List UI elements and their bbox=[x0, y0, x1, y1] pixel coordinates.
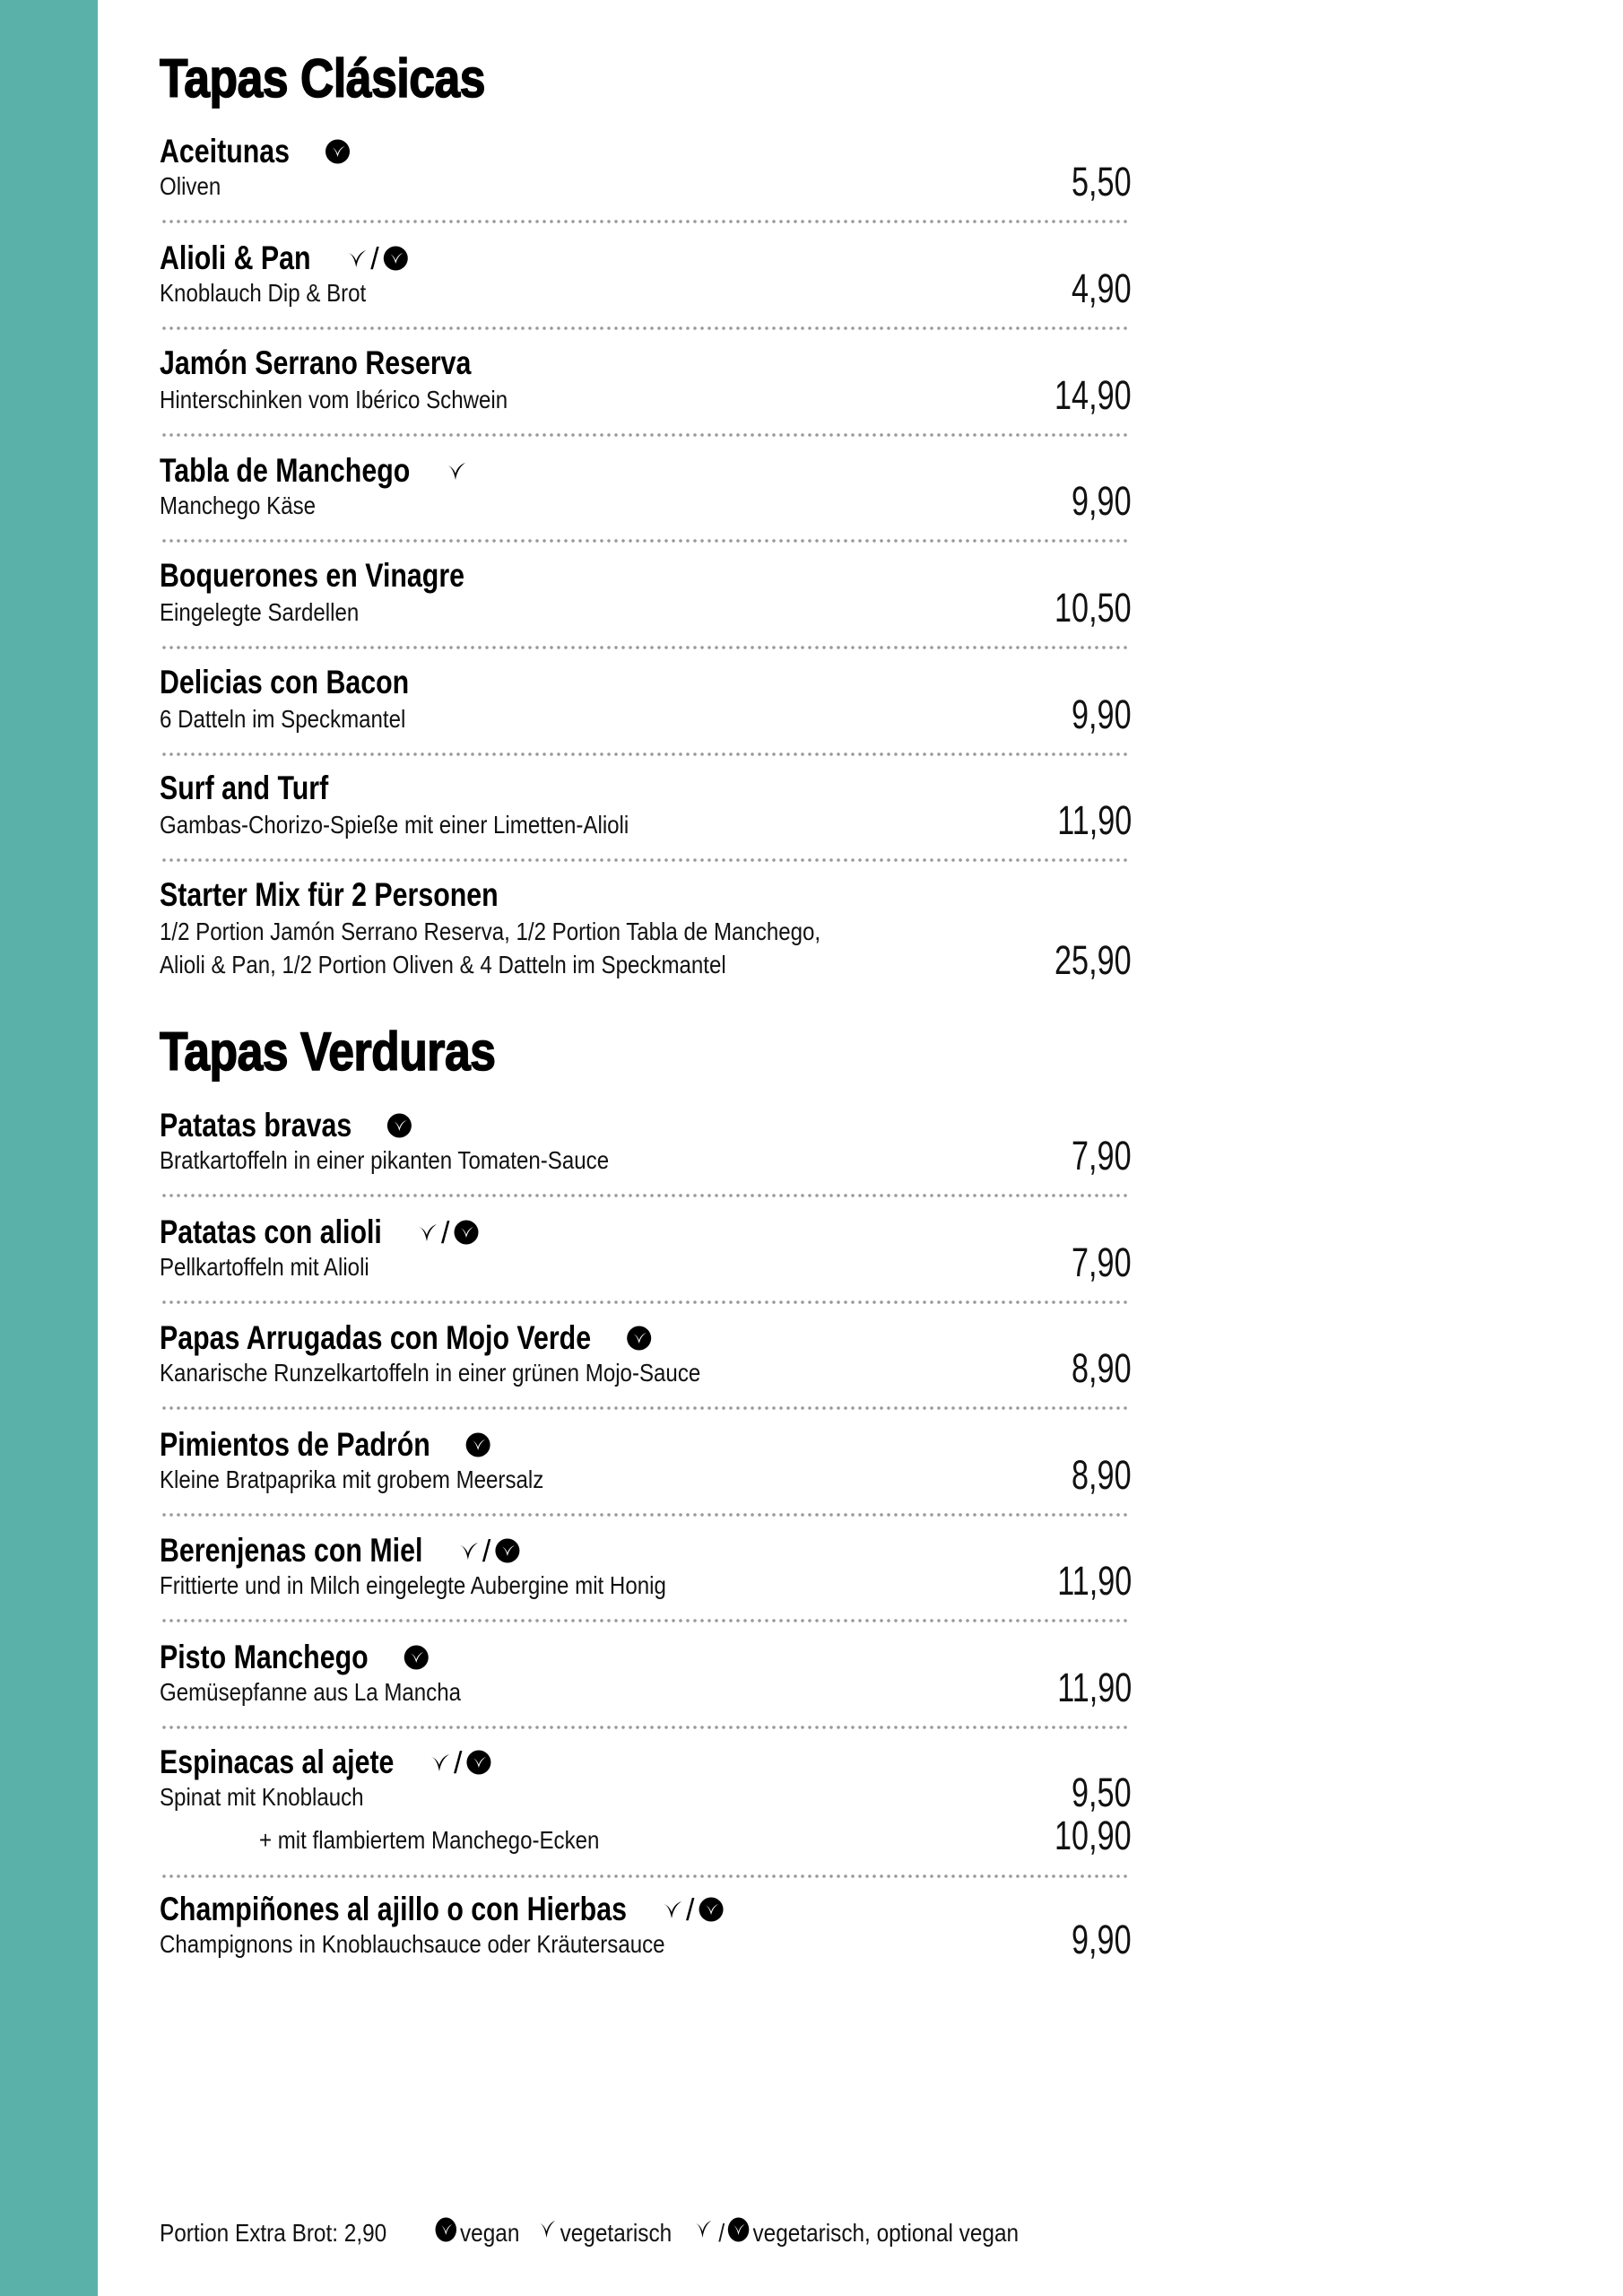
menu-item-name-row bbox=[160, 1744, 481, 1780]
diet-separator: / bbox=[453, 1746, 463, 1781]
diet-markers bbox=[458, 1532, 509, 1569]
menu-item-description: Spinat mit Knoblauch bbox=[160, 1782, 364, 1811]
menu-item-name-row bbox=[160, 452, 463, 489]
menu-item-name: Pisto Manchego bbox=[160, 1639, 369, 1676]
legend-optional-label: vegetarisch, optional vegan bbox=[752, 2219, 1020, 2247]
footer bbox=[160, 2217, 1019, 2249]
menu-item-extra-option: + mit flambiertem Manchego-Ecken bbox=[259, 1825, 600, 1854]
menu-item-description: 6 Datteln im Speckmantel bbox=[160, 704, 406, 733]
extra-bread-note: Portion Extra Brot: 2,90 bbox=[160, 2219, 387, 2247]
menu-item-description: Gemüsepfanne aus La Mancha bbox=[160, 1677, 462, 1706]
vegetarian-icon bbox=[346, 243, 368, 276]
diet-separator: / bbox=[718, 2219, 725, 2247]
menu-item-name: Starter Mix für 2 Personen bbox=[160, 876, 499, 914]
vegan-icon bbox=[699, 1894, 725, 1927]
menu-item-name: Papas Arrugadas con Mojo Verde bbox=[160, 1319, 592, 1357]
menu-item-name-row bbox=[160, 770, 329, 807]
diet-markers bbox=[446, 452, 464, 489]
menu-item-price: 9,90 bbox=[1072, 691, 1132, 737]
diet-separator: / bbox=[441, 1216, 450, 1251]
menu-item-name: Berenjenas con Miel bbox=[160, 1532, 423, 1570]
diet-separator: / bbox=[369, 242, 379, 277]
dotted-divider bbox=[161, 1300, 1127, 1304]
menu-item-price: 11,90 bbox=[1056, 797, 1132, 843]
menu-item-name-row bbox=[160, 1213, 468, 1250]
menu-item-name-row bbox=[160, 239, 397, 276]
vegetarian-icon bbox=[417, 1217, 438, 1250]
diet-markers bbox=[404, 1639, 424, 1675]
menu-item-name: Pimientos de Padrón bbox=[160, 1426, 430, 1464]
menu-item-price: 7,90 bbox=[1072, 1239, 1132, 1285]
diet-marker-group bbox=[325, 135, 350, 170]
menu-item-price: 11,90 bbox=[1056, 1665, 1132, 1710]
menu-item-name-row bbox=[160, 1319, 647, 1356]
legend-vegan-label: vegan bbox=[459, 2219, 520, 2247]
vegan-icon bbox=[465, 1430, 490, 1463]
menu-item-price: 10,50 bbox=[1055, 585, 1132, 631]
dotted-divider bbox=[161, 220, 1127, 223]
menu-item-name: Patatas bravas bbox=[160, 1107, 352, 1144]
menu-item-name-row bbox=[160, 1532, 509, 1569]
vegetarian-icon bbox=[662, 1894, 683, 1927]
dotted-divider bbox=[161, 539, 1127, 543]
accent-sidebar-bar bbox=[0, 0, 98, 2296]
diet-marker-group bbox=[417, 1215, 479, 1251]
vegan-icon bbox=[495, 1535, 520, 1569]
menu-item-name-row bbox=[160, 1639, 424, 1675]
menu-item-description: Knoblauch Dip & Brot bbox=[160, 278, 367, 307]
vegetarian-icon bbox=[538, 2218, 557, 2248]
diet-markers bbox=[662, 1891, 713, 1927]
diet-markers bbox=[626, 1319, 647, 1356]
menu-item-description: Frittierte und in Milch eingelegte Aubergine mit Honig bbox=[160, 1570, 666, 1599]
dotted-divider bbox=[161, 1726, 1127, 1729]
vegetarian-icon bbox=[446, 456, 467, 489]
menu-item-extra-price: 10,90 bbox=[1055, 1813, 1132, 1858]
menu-item-price: 9,90 bbox=[1072, 478, 1132, 524]
menu-item-name: Alioli & Pan bbox=[160, 239, 311, 277]
dotted-divider bbox=[161, 646, 1127, 649]
dotted-divider bbox=[161, 858, 1127, 862]
menu-item-name: Surf and Turf bbox=[160, 770, 329, 807]
diet-markers bbox=[346, 239, 397, 276]
menu-item-price: 8,90 bbox=[1072, 1452, 1132, 1498]
dotted-divider bbox=[161, 433, 1127, 437]
diet-marker-group bbox=[662, 1892, 724, 1928]
diet-marker-group bbox=[430, 1745, 491, 1781]
menu-item-price: 25,90 bbox=[1055, 937, 1132, 983]
menu-item-name-row bbox=[160, 344, 472, 382]
vegan-icon bbox=[325, 136, 350, 170]
menu-item-price: 9,50 bbox=[1072, 1770, 1132, 1815]
menu-item-description: 1/2 Portion Jamón Serrano Reserva, 1/2 Portion Tabla de Manchego, bbox=[160, 917, 821, 945]
vegan-icon bbox=[728, 2217, 750, 2249]
legend-vegetarian-optional-vegan bbox=[694, 2217, 1020, 2249]
vegetarian-icon bbox=[458, 1535, 480, 1569]
menu-item-price: 8,90 bbox=[1072, 1345, 1132, 1391]
menu-item-name: Jamón Serrano Reserva bbox=[160, 344, 472, 382]
menu-item-name-row bbox=[160, 876, 499, 914]
diet-markers bbox=[387, 1107, 408, 1144]
diet-marker-group bbox=[387, 1109, 412, 1144]
menu-item-name-row bbox=[160, 665, 409, 699]
menu-item-name-row bbox=[160, 557, 465, 595]
vegan-icon bbox=[404, 1642, 429, 1675]
menu-item-name: Boquerones en Vinagre bbox=[160, 557, 465, 595]
dotted-divider bbox=[161, 1619, 1127, 1622]
diet-separator: / bbox=[686, 1893, 695, 1928]
vegan-icon bbox=[455, 1217, 480, 1250]
dotted-divider bbox=[161, 1874, 1127, 1878]
menu-item-description: Gambas-Chorizo-Spieße mit einer Limetten-Alioli bbox=[160, 810, 629, 839]
vegan-icon bbox=[383, 243, 408, 276]
diet-markers bbox=[430, 1744, 481, 1780]
diet-markers bbox=[417, 1213, 468, 1250]
menu-item-name: Espinacas al ajete bbox=[160, 1744, 395, 1781]
legend-vegetarian-label: vegetarisch bbox=[560, 2219, 673, 2247]
diet-markers bbox=[465, 1426, 486, 1463]
menu-item-name-row bbox=[160, 1426, 486, 1463]
dotted-divider bbox=[161, 1194, 1127, 1197]
dotted-divider bbox=[161, 1406, 1127, 1410]
vegan-icon bbox=[626, 1323, 651, 1356]
menu-item-price: 5,50 bbox=[1072, 159, 1132, 204]
menu-item-description: Bratkartoffeln in einer pikanten Tomaten-Sauce bbox=[160, 1145, 610, 1174]
vegan-icon bbox=[435, 2217, 456, 2249]
menu-item-price: 9,90 bbox=[1072, 1917, 1132, 1962]
diet-marker-group bbox=[346, 241, 408, 277]
menu-item-price: 11,90 bbox=[1056, 1558, 1132, 1604]
menu-item-name-row bbox=[160, 133, 345, 170]
menu-item-description: Kanarische Runzelkartoffeln in einer grünen Mojo-Sauce bbox=[160, 1358, 701, 1387]
diet-marker-group bbox=[458, 1534, 520, 1570]
menu-item-price: 4,90 bbox=[1072, 265, 1132, 311]
menu-item-name: Delicias con Bacon bbox=[160, 664, 410, 701]
menu-item-price: 7,90 bbox=[1072, 1133, 1132, 1178]
menu-item-name-row bbox=[160, 1107, 408, 1144]
diet-markers bbox=[325, 133, 345, 170]
menu-item-name: Aceitunas bbox=[160, 133, 291, 170]
dotted-divider bbox=[161, 752, 1127, 756]
vegan-icon bbox=[387, 1110, 412, 1144]
diet-marker-group bbox=[446, 454, 467, 490]
diet-marker-group bbox=[404, 1640, 429, 1676]
vegetarian-icon bbox=[694, 2218, 713, 2248]
dotted-divider bbox=[161, 1513, 1127, 1517]
menu-item-description: Champignons in Knoblauchsauce oder Kräutersauce bbox=[160, 1929, 665, 1958]
menu-item-name: Champiñones al ajillo o con Hierbas bbox=[160, 1891, 627, 1928]
section-heading-tapas-clasicas: Tapas Clásicas bbox=[160, 48, 486, 109]
diet-marker-group bbox=[465, 1428, 490, 1464]
section-heading-tapas-verduras: Tapas Verduras bbox=[160, 1022, 496, 1083]
vegan-icon bbox=[466, 1747, 491, 1780]
menu-item-description: Eingelegte Sardellen bbox=[160, 597, 360, 626]
menu-item-price: 14,90 bbox=[1055, 372, 1132, 418]
legend-vegetarian bbox=[538, 2218, 672, 2248]
diet-separator: / bbox=[482, 1535, 491, 1570]
menu-item-name-row bbox=[160, 1891, 713, 1927]
menu-item-description: Pellkartoffeln mit Alioli bbox=[160, 1252, 369, 1281]
menu-item-name: Tabla de Manchego bbox=[160, 452, 411, 490]
diet-marker-group bbox=[626, 1321, 651, 1357]
menu-item-description: Alioli & Pan, 1/2 Portion Oliven & 4 Datteln im Speckmantel bbox=[160, 950, 726, 978]
menu-item-description: Manchego Käse bbox=[160, 491, 317, 519]
dotted-divider bbox=[161, 326, 1127, 330]
menu-item-description: Kleine Bratpaprika mit grobem Meersalz bbox=[160, 1465, 544, 1493]
menu-item-name: Patatas con alioli bbox=[160, 1213, 382, 1251]
menu-item-description: Oliven bbox=[160, 171, 221, 200]
menu-item-description: Hinterschinken vom Ibérico Schwein bbox=[160, 385, 508, 413]
legend-vegan bbox=[435, 2217, 519, 2249]
vegetarian-icon bbox=[430, 1747, 451, 1780]
